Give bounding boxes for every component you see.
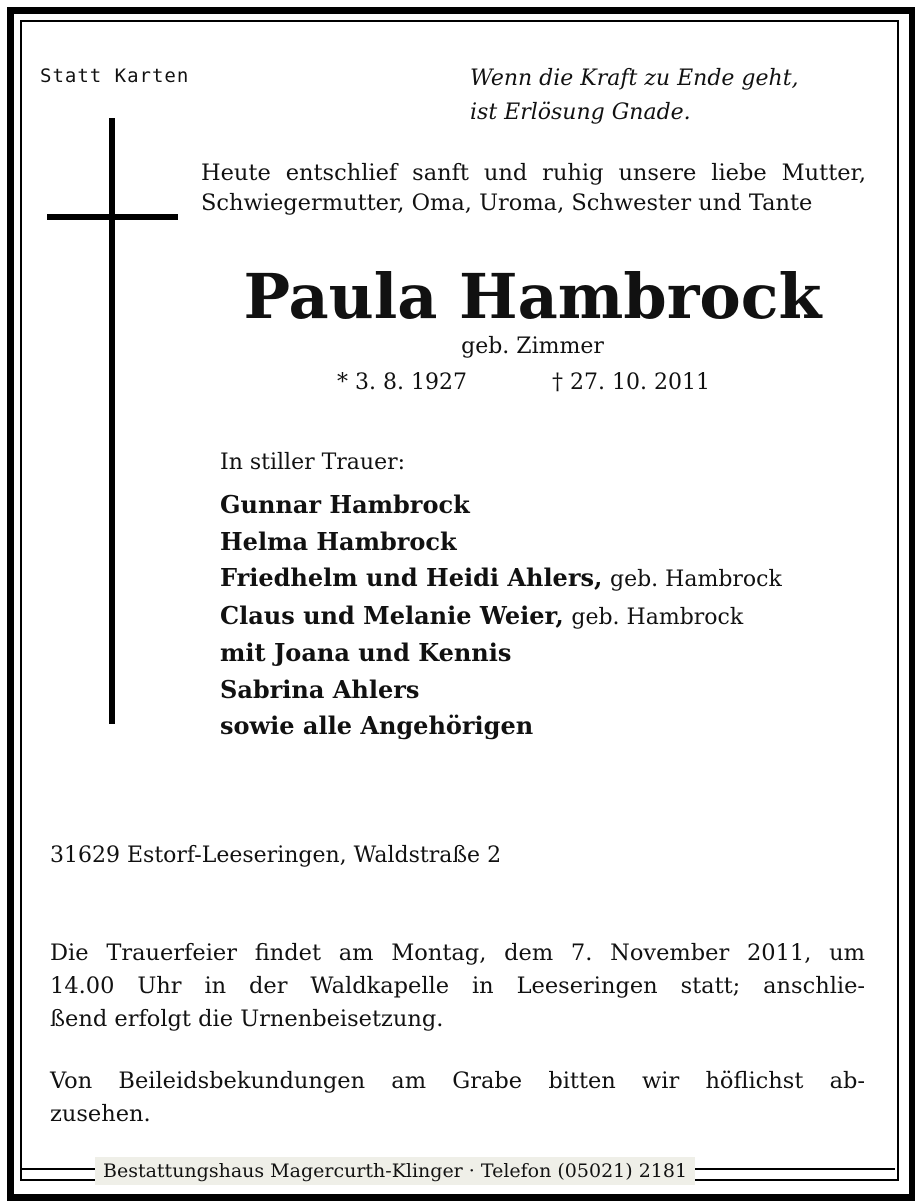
deceased-name: Paula Hambrock (243, 260, 822, 333)
intro-line-3: und Tante (698, 190, 813, 216)
request-line-1: Von Beileidsbekundungen am Grabe bitten wir höflichst ab- (50, 1068, 865, 1094)
mourners-heading: In stiller Trauer: (220, 450, 406, 475)
intro-line-2: Mutter, Schwiegermutter, Oma, Uroma, Schwester (201, 160, 866, 216)
mourner-suffix: geb. Hambrock (571, 604, 744, 630)
cross-icon-vertical (109, 118, 115, 724)
mourner-suffix: geb. Hambrock (609, 567, 782, 592)
quote-line-1: Wenn die Kraft zu Ende geht, (470, 66, 799, 91)
mourner-row (220, 635, 782, 672)
mourner-row (220, 708, 782, 745)
mourner-name: Sabrina Ahlers (220, 674, 420, 704)
mourner-name: Friedhelm und Heidi Ahlers, (220, 563, 603, 592)
mourner-name: mit Joana und Kennis (220, 638, 512, 667)
mourner-row (220, 672, 782, 709)
condolence-request (50, 1065, 865, 1131)
cross-icon-horizontal (47, 214, 178, 220)
quote-line-2: ist Erlösung Gnade. (470, 100, 691, 125)
mourner-row (220, 524, 782, 561)
mourner-name: Claus und Melanie Weier, (220, 600, 564, 630)
mourner-row (220, 560, 782, 598)
birth-date: * 3. 8. 1927 (337, 370, 467, 395)
statt-karten-label: Statt Karten (40, 65, 190, 87)
ceremony-line-1: Die Trauerfeier findet am Montag, dem 7. November 2011, um (50, 940, 865, 966)
ceremony-text (50, 937, 865, 1036)
intro-line-1: Heute entschlief sanft und ruhig unsere liebe (201, 160, 767, 186)
intro-text (201, 158, 866, 218)
request-line-2: zusehen. (50, 1101, 151, 1127)
ceremony-line-3: ßend erfolgt die Urnenbeisetzung. (50, 1006, 444, 1032)
mourner-row (220, 598, 782, 636)
ceremony-line-2: 14.00 Uhr in der Waldkapelle in Leeseringen statt; anschlie- (50, 973, 865, 999)
mourner-name: Gunnar Hambrock (220, 490, 470, 519)
mourners-list (220, 487, 782, 745)
mourner-row (220, 487, 782, 524)
epigraph-quote (470, 62, 799, 130)
address: 31629 Estorf-Leeseringen, Waldstraße 2 (50, 843, 502, 868)
mourner-name: sowie alle Angehörigen (220, 711, 534, 740)
funeral-home-footer: Bestattungshaus Magercurth-Klinger · Telefon (05021) 2181 (95, 1157, 695, 1185)
mourner-name: Helma Hambrock (220, 526, 457, 556)
death-date: † 27. 10. 2011 (552, 370, 710, 395)
maiden-name: geb. Zimmer (461, 334, 604, 359)
